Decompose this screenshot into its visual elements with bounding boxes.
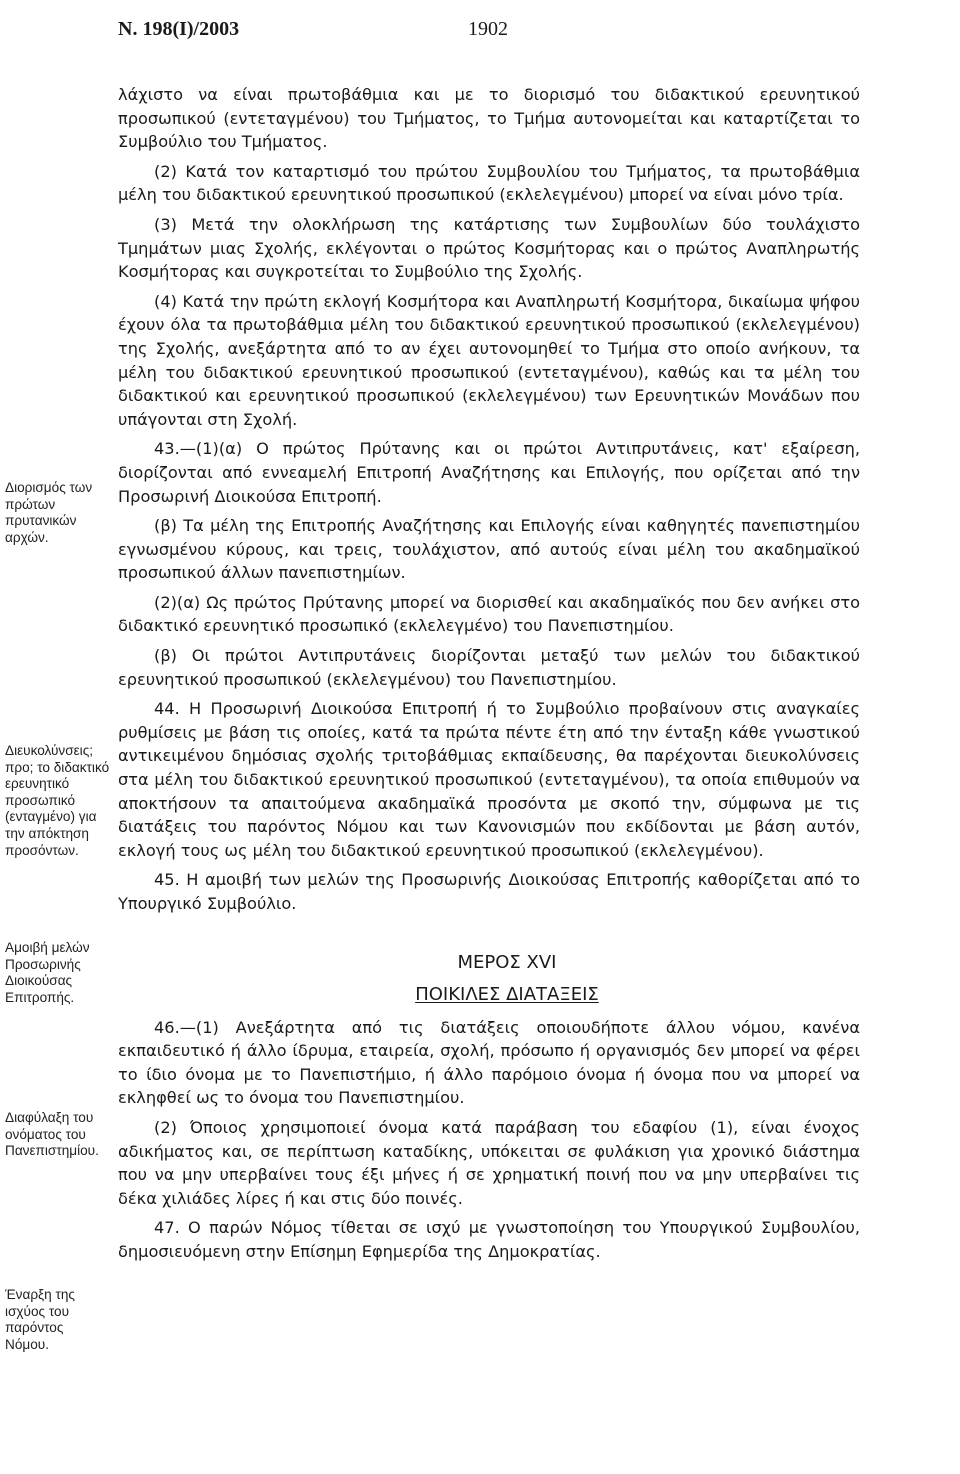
- main-text: [118, 83, 860, 1270]
- paragraph-42-3: (3) Μετά την ολοκλήρωση της κατάρτισης των Συμβουλίων δύο τουλάχιστο Τμημάτων μιας Σχολής, εκλέγονται ο πρώτος Κοσμήτορας και ο πρώτος Αναπληρωτής Κοσμήτορας και συγκροτείται το Συμβούλιο της Σχολής.: [118, 214, 860, 282]
- paragraph-42-cont: λάχιστο να είναι πρωτοβάθμια και με το διορισμό του διδακτικού ερευνητικού προσωπικού (εντεταγμένου) του Τμήματος, το Τμήμα αυτονομείται και καταρτίζεται το Συμβούλιο του Τμήματος.: [118, 85, 860, 152]
- margin-note-45: Αμοιβή μελών Προσωρινής Διοικούσας Επιτροπής.: [5, 940, 90, 1005]
- page-number: 1902: [468, 18, 508, 40]
- section-43-2a: (2)(α) Ως πρώτος Πρύτανης μπορεί να διορισθεί και ακαδημαϊκός που δεν ανήκει στο διδακτικό ερευνητικό προσωπικό (εκλελεγμένο) του Πανεπιστημίου.: [118, 592, 860, 636]
- section-43-1b: (β) Τα μέλη της Επιτροπής Αναζήτησης και Επιλογής είναι καθηγητές πανεπιστημίου εγνωσμένου κύρους, και τρεις, τουλάχιστον, από αυτούς είναι μέλη του ακαδημαϊκού προσωπικού άλλων πανεπιστημίων.: [118, 516, 860, 583]
- section-43-1: 43.—(1)(α) Ο πρώτος Πρύτανης και οι πρώτοι Αντιπρυτάνεις, κατ' εξαίρεση, διορίζονται από εννεαμελή Επιτροπή Αναζήτησης και Επιλογής, που ορίζεται από την Προσωρινή Διοικούσα Επιτροπή.: [118, 439, 860, 506]
- part-title: ΠΟΙΚΙΛΕΣ ΔΙΑΤΑΞΕΙΣ: [415, 983, 599, 1005]
- section-43-2b: (β) Οι πρώτοι Αντιπρυτάνεις διορίζονται μεταξύ των μελών του διδακτικού ερευνητικού προσωπικού (εκλελεγμένου) του Πανεπιστημίου.: [118, 646, 860, 689]
- section-45: 45. Η αμοιβή των μελών της Προσωρινής Διοικούσας Επιτροπής καθορίζεται από το Υπουργικό Συμβούλιο.: [118, 870, 860, 913]
- page-header: [118, 18, 508, 41]
- paragraph-42-4: (4) Κατά την πρώτη εκλογή Κοσμήτορα και Αναπληρωτή Κοσμήτορα, δικαίωμα ψήφου έχουν όλα τα πρωτοβάθμια μέλη του διδακτικού ερευνητικού προσωπικού (εκλελεγμένου) της Σχολής, ανεξάρτητα από το αν έχει αυτονομηθεί το Τμήμα στο οποίο ανήκουν, τα μέλη του διδακτικού ερευνητικού προσωπικού (εντεταγμένου), καθώς και τα μέλη του διδακτικού και ερευνητικού προσωπικού (εκλελεγμένου) των Ερευνητικών Μονάδων που υπάγονται στη Σχολή.: [118, 291, 860, 429]
- section-47: 47. Ο παρών Νόμος τίθεται σε ισχύ με γνωστοποίηση του Υπουργικού Συμβουλίου, δημοσιευόμενη στην Επίσημη Εφημερίδα της Δημοκρατίας.: [118, 1218, 860, 1261]
- margin-note-43: Διορισμός των πρώτων πρυτανικών αρχών.: [5, 480, 93, 545]
- section-46-2: (2) Όποιος χρησιμοποιεί όνομα κατά παράβαση του εδαφίου (1), είναι ένοχος αδικήματος και, σε περίπτωση καταδίκης, υπόκειται σε φυλάκιση για χρονικό διάστημα που να μην υπερβαίνει τους έξι μήνες ή σε χρηματική ποινή που να μην υπερβαίνει τις δέκα χιλιάδες λίρες ή και στις δύο ποινές.: [118, 1117, 860, 1208]
- part-number: ΜΕΡΟΣ XVI: [457, 951, 557, 973]
- paragraph-42-2: (2) Κατά τον καταρτισμό του πρώτου Συμβουλίου του Τμήματος, τα πρωτοβάθμια μέλη του διδακτικού ερευνητικού προσωπικού (εκλελεγμένου) μπορεί να είναι μόνο τρία.: [118, 161, 860, 205]
- margin-note-47: Έναρξη της ισχύος του παρόντος Νόμου.: [5, 1287, 75, 1352]
- law-number: Ν. 198(Ι)/2003: [118, 18, 240, 40]
- section-44: 44. Η Προσωρινή Διοικούσα Επιτροπή ή το Συμβούλιο προβαίνουν στις αναγκαίες ρυθμίσεις με βάση τις οποίες, κατά τα πρώτα πέντε έτη από την ένταξη κάθε γνωστικού αντικειμένου δημόσιας σχολής τριτοβάθμιας εκπαίδευσης, θα παρέχονται διευκολύνσεις στα μέλη του διδακτικού ερευνητικού προσωπικού (εντεταγμένου), τα οποία επιθυμούν να αποκτήσουν τα απαιτούμενα ακαδημαϊκά προσόντα με σκοπό την, σύμφωνα με τις διατάξεις του παρόντος Νόμου και των Κανονισμών που εκδίδονται με βάση αυτόν, εκλογή τους ως μέλη του διδακτικού ερευνητικού προσωπικού (εκλελεγμένου).: [118, 699, 860, 860]
- margin-note-46: Διαφύλαξη του ονόματος του Πανεπιστημίου.: [5, 1110, 99, 1159]
- section-46-1: 46.—(1) Ανεξάρτητα από τις διατάξεις οποιουδήποτε άλλου νόμου, κανένα εκπαιδευτικό ή άλλο ίδρυμα, εταιρεία, σχολή, πρόσωπο ή οργανισμός δεν μπορεί να φέρει το ίδιο όνομα με το Πανεπιστήμιο, ή άλλο παρόμοιο όνομα ή όνομα που να μπορεί να εκληφθεί ως το όνομα του Πανεπιστημίου.: [118, 1017, 860, 1108]
- margin-note-44: Διευκολύνσεις; προ; το διδακτικό ερευνητικό προσωπικό (ενταγμένο) για την απόκτηση προσόντων.: [5, 743, 110, 858]
